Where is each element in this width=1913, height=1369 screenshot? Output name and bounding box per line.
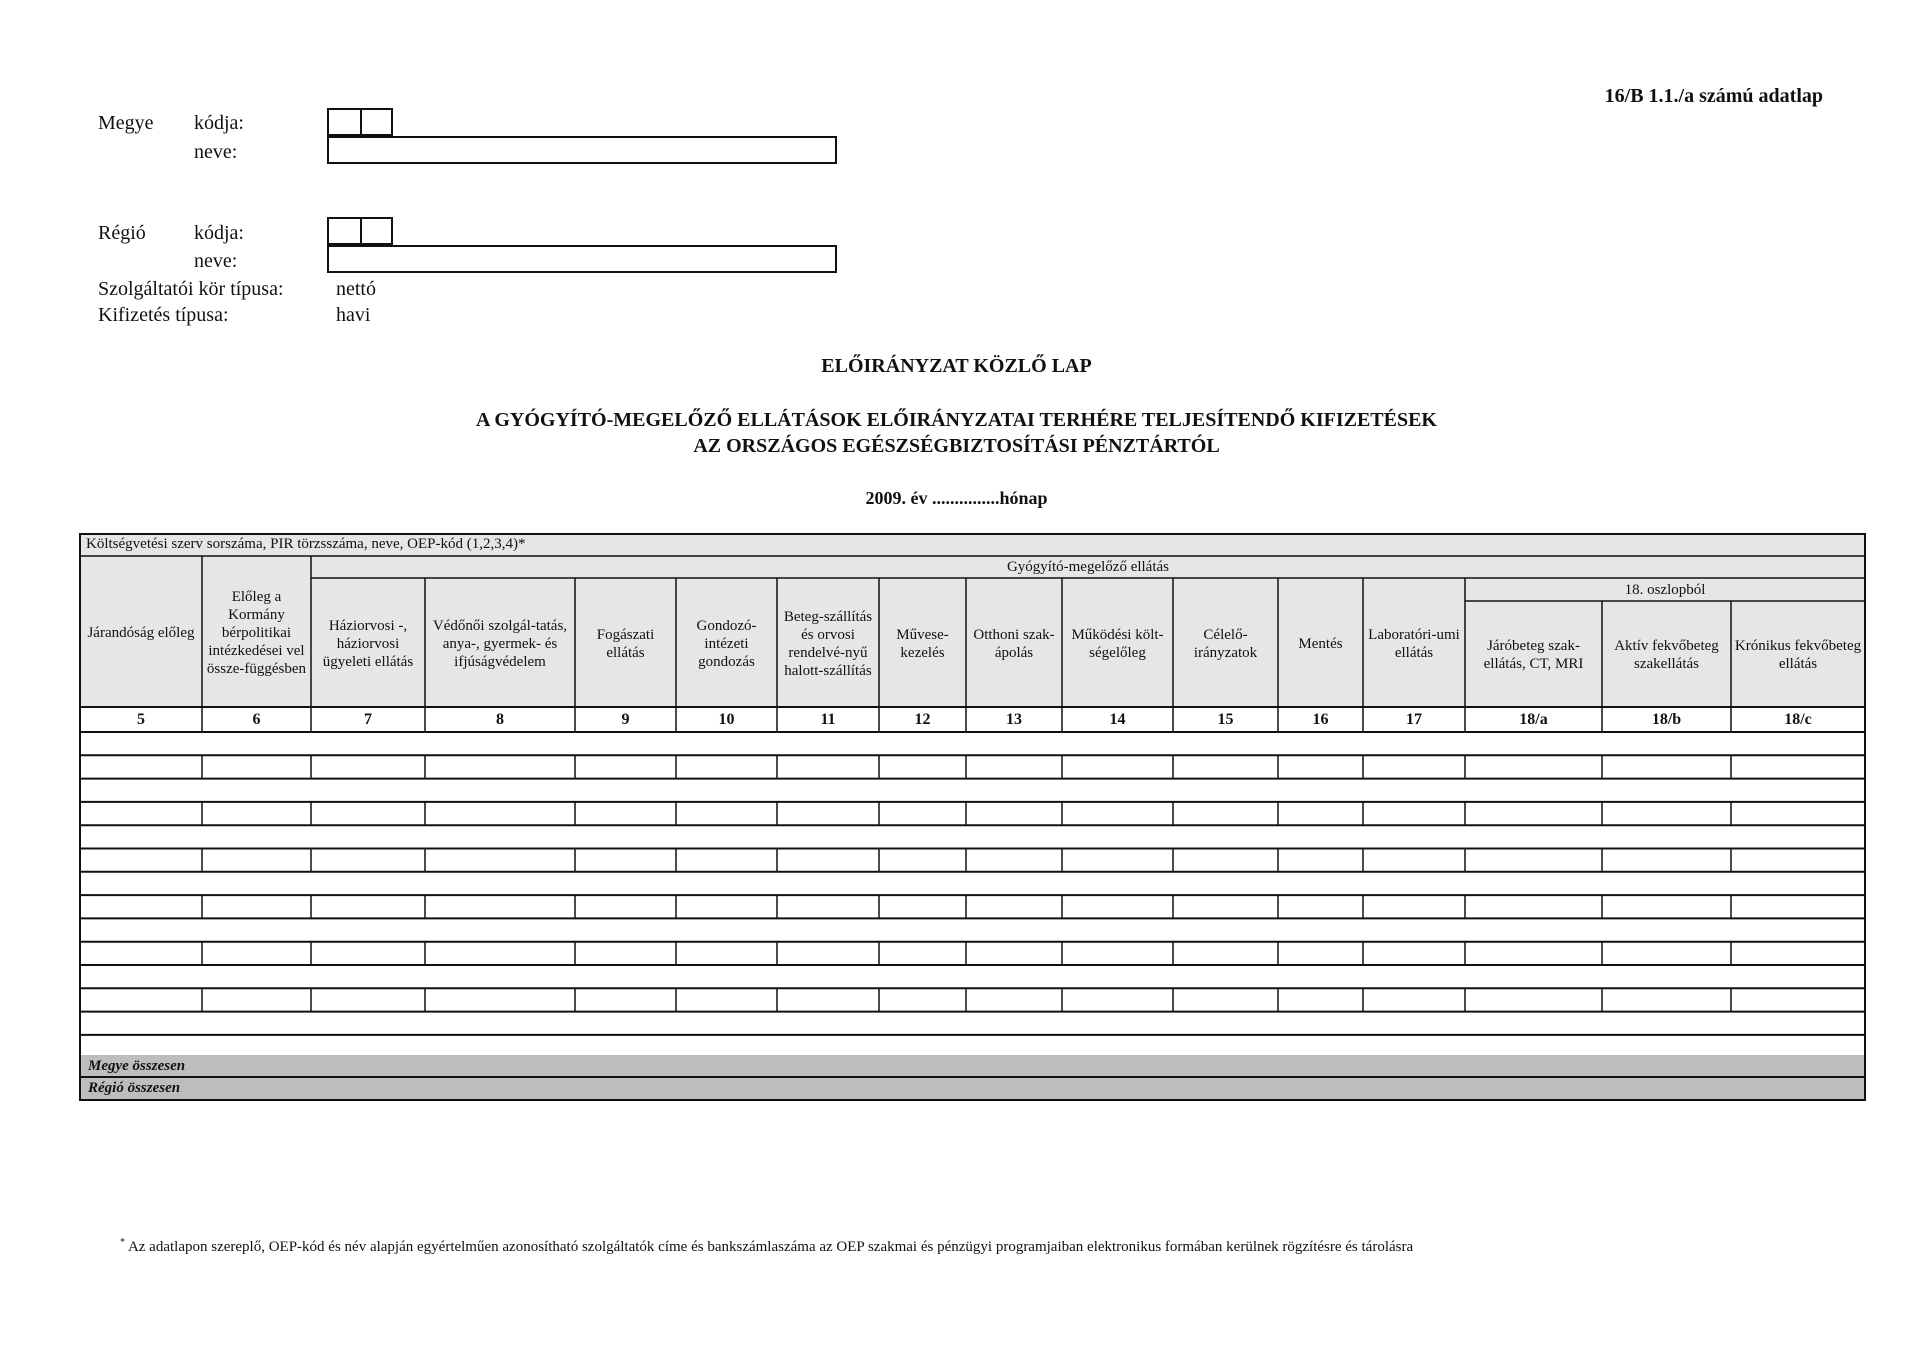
megye-code-label: kódja: xyxy=(194,112,244,134)
table-top-band: Költségvetési szerv sorszáma, PIR törzsszáma, neve, OEP-kód (1,2,3,4)* xyxy=(86,536,526,552)
column-header-15: Célelő-irányzatok xyxy=(1193,626,1258,661)
megye-total-row: Megye összesen xyxy=(88,1057,186,1074)
service-type-value: nettó xyxy=(336,278,376,300)
regio-code-label: kódja: xyxy=(194,222,244,244)
column-number: 7 xyxy=(364,710,372,728)
column-header-14: Működési költ-ségelőleg xyxy=(1071,626,1164,661)
column-header-11: Beteg-szállítás és orvosi rendelvé-nyű halott-szállítás xyxy=(783,608,873,679)
column-number: 12 xyxy=(914,710,931,728)
payment-type-label: Kifizetés típusa: xyxy=(98,304,229,326)
column-header-7: Háziorvosi -, háziorvosi ügyeleti ellátás xyxy=(322,617,414,670)
column-header-18b: Aktív fekvőbeteg szakellátás xyxy=(1614,638,1719,672)
regio-name-label: neve: xyxy=(194,250,238,272)
column-number: 15 xyxy=(1217,710,1234,728)
column-number: 9 xyxy=(621,710,630,728)
column-number: 8 xyxy=(496,710,504,728)
regio-total-row: Régió összesen xyxy=(88,1080,181,1096)
doc-title: ELŐIRÁNYZAT KÖZLŐ LAP xyxy=(821,355,1092,377)
payment-type-value: havi xyxy=(336,304,371,326)
megye-name-label: neve: xyxy=(194,141,238,163)
footnote-text: Az adatlapon szereplő, OEP-kód és név alapján egyértelműen azonosítható szolgáltatók címe és bankszámlaszáma az OEP szakmai és pénzügyi programjaiban elektronikus formában kerülnek rögzítésre és tárolásra xyxy=(127,1239,1414,1255)
column-header-8: Védőnői szolgál-tatás, anya-, gyermek- és ifjúságvédelem xyxy=(432,617,568,670)
column-number: 17 xyxy=(1406,710,1422,728)
footnote-marker: * xyxy=(120,1237,125,1248)
column-number: 11 xyxy=(820,710,836,728)
column-header-18c: Krónikus fekvőbeteg ellátás xyxy=(1734,638,1862,672)
column-header-10: Gondozó-intézeti gondozás xyxy=(696,617,757,670)
column-header-6: Előleg a Kormány bérpolitikai intézkedései vel össze-függésben xyxy=(206,588,307,677)
column-header-17: Laboratóri-umi ellátás xyxy=(1368,626,1460,661)
doc-subtitle-line1: A GYÓGYÍTÓ-MEGELŐZŐ ELLÁTÁSOK ELŐIRÁNYZATAI TERHÉRE TELJESÍTENDŐ KIFIZETÉSEK xyxy=(476,409,1437,431)
column-header-9: Fogászati ellátás xyxy=(596,626,655,661)
megye-label: Megye xyxy=(98,112,154,134)
group-header: Gyógyító-megelőző ellátás xyxy=(1006,559,1170,575)
doc-subtitle-line2: AZ ORSZÁGOS EGÉSZSÉGBIZTOSÍTÁSI PÉNZTÁRTÓL xyxy=(693,435,1220,457)
column-header-5: Járandóság előleg xyxy=(87,624,195,641)
column-number: 13 xyxy=(1006,710,1022,728)
column-number: 18/c xyxy=(1784,710,1812,728)
column-number: 18/a xyxy=(1519,710,1548,728)
sub-group-header: 18. oszlopból xyxy=(1624,581,1706,598)
regio-label: Régió xyxy=(98,222,146,244)
period-line: 2009. év ...............hónap xyxy=(865,488,1048,508)
column-number: 10 xyxy=(718,710,735,728)
service-type-label: Szolgáltatói kör típusa: xyxy=(98,278,284,300)
column-header-18a: Járóbeteg szak-ellátás, CT, MRI xyxy=(1483,638,1584,672)
column-number: 14 xyxy=(1109,710,1126,728)
column-number: 18/b xyxy=(1651,710,1682,728)
column-number: 5 xyxy=(137,710,145,728)
form-id: 16/B 1.1./a számú adatlap xyxy=(1604,85,1823,107)
column-header-12: Művese-kezelés xyxy=(896,626,949,661)
footnote xyxy=(120,1237,1413,1256)
column-header-16: Mentés xyxy=(1298,635,1343,652)
column-number: 16 xyxy=(1312,710,1329,728)
column-number: 6 xyxy=(252,710,261,728)
column-header-13: Otthoni szak-ápolás xyxy=(973,626,1055,661)
